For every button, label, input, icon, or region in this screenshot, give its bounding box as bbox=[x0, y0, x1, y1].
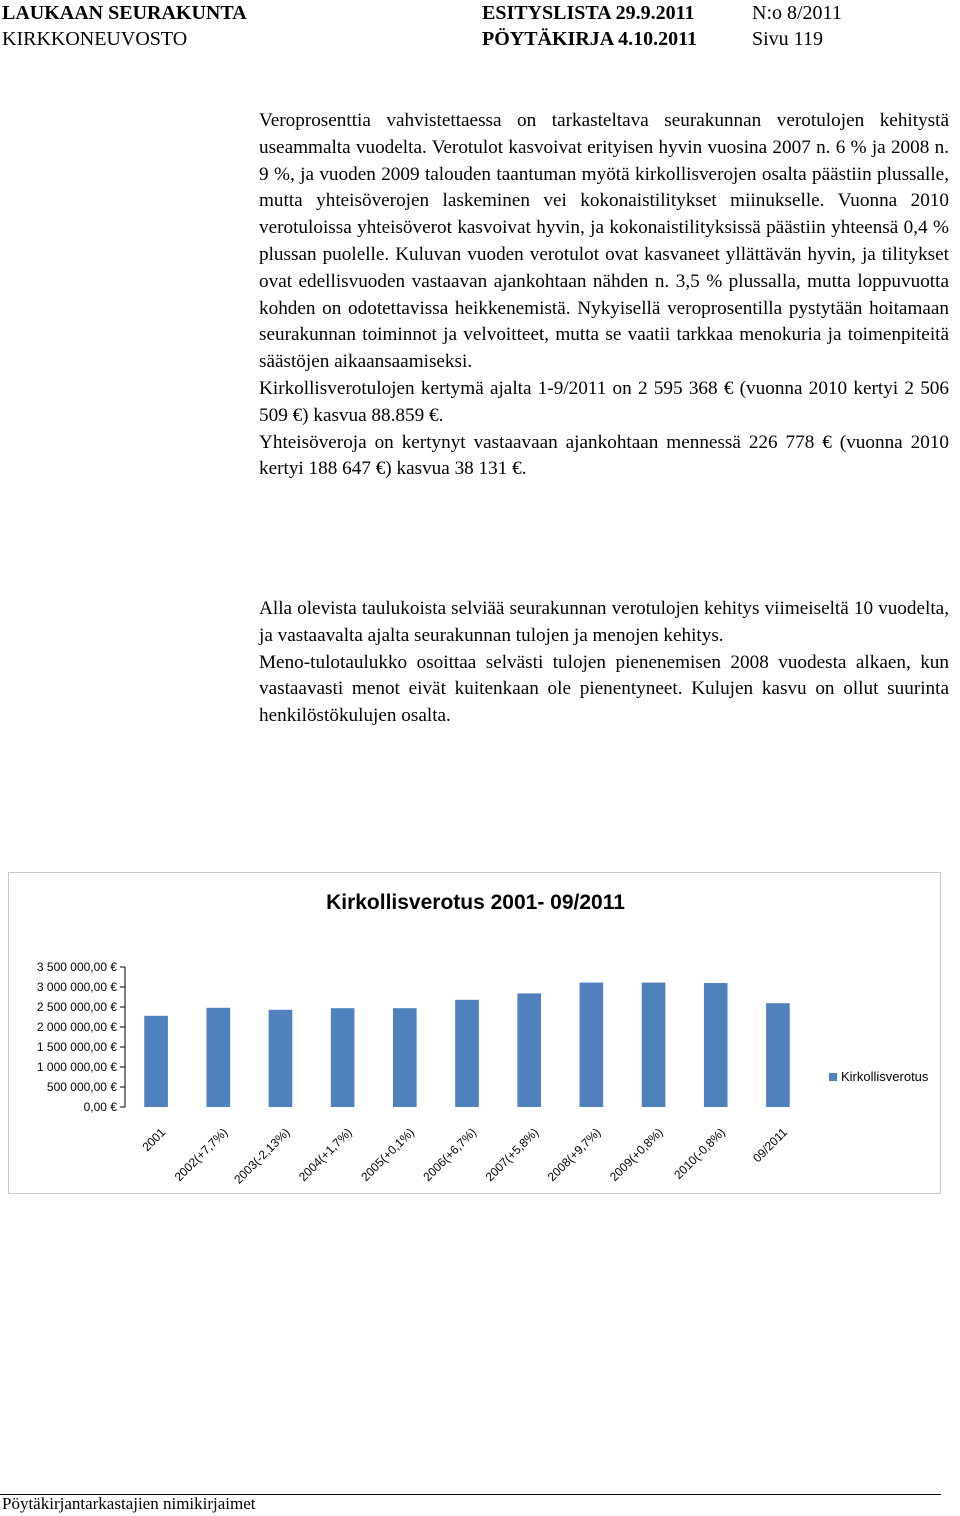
header-minutes: PÖYTÄKIRJA 4.10.2011 bbox=[482, 28, 698, 50]
x-tick-label: 2005(+0,1%) bbox=[358, 1125, 417, 1184]
x-tick-label: 2003(-2,13%) bbox=[231, 1125, 293, 1187]
y-tick-label: 500 000,00 € bbox=[46, 1080, 117, 1094]
footer-initials-label: Pöytäkirjantarkastajien nimikirjaimet bbox=[2, 1494, 256, 1513]
bar-2009(+0,8%) bbox=[642, 983, 666, 1107]
x-axis-labels bbox=[139, 1125, 790, 1187]
x-tick-label: 2009(+0,8%) bbox=[606, 1125, 666, 1184]
y-axis bbox=[37, 960, 125, 1114]
chart-frame bbox=[8, 872, 941, 1194]
x-tick-label: 2004(+1,7%) bbox=[296, 1125, 355, 1184]
x-tick-label: 2008(+9,7%) bbox=[544, 1125, 604, 1184]
x-tick-label: 2006(+6,7%) bbox=[420, 1125, 480, 1184]
bar-2002(+7,7%) bbox=[206, 1008, 230, 1107]
chart-title: Kirkollisverotus 2001- 09/2011 bbox=[326, 891, 625, 914]
bar-09/2011 bbox=[766, 1003, 790, 1107]
bar-2006(+6,7%) bbox=[455, 1000, 479, 1107]
bar-2004(+1,7%) bbox=[331, 1008, 355, 1107]
paragraph-church-tax-accrual: Kirkollisverotulojen kertymä ajalta 1-9/2011 on 2 595 368 € (vuonna 2010 kertyi 2 506 509 €) kasvua 88.859 €. bbox=[259, 377, 949, 426]
bar-2008(+9,7%) bbox=[580, 983, 604, 1107]
bar-2010(-0,8%) bbox=[704, 983, 728, 1107]
body-text-block-1 bbox=[259, 108, 949, 483]
paragraph-income-expense: Meno-tulotaulukko osoittaa selvästi tulojen pienenemisen 2008 vuodesta alkaen, kun vastaavasti menot eivät kuitenkaan ole pienentyneet. Kulujen kasvu on ollut suurinta henkilöstökulujen osalta. bbox=[259, 651, 949, 727]
body-text-block-2 bbox=[259, 596, 949, 730]
x-tick-label: 2010(-0,8%) bbox=[671, 1125, 728, 1182]
y-tick-label: 3 500 000,00 € bbox=[36, 960, 117, 974]
y-tick-label: 3 000 000,00 € bbox=[36, 980, 117, 994]
bars bbox=[144, 983, 789, 1107]
bar-chart bbox=[9, 873, 942, 1195]
y-tick-label: 2 500 000,00 € bbox=[36, 1000, 117, 1014]
header-page: Sivu 119 bbox=[752, 28, 823, 50]
legend-swatch bbox=[829, 1073, 837, 1081]
y-tick-label: 1 500 000,00 € bbox=[36, 1040, 117, 1054]
header-number: N:o 8/2011 bbox=[752, 2, 842, 24]
bar-2007(+5,8%) bbox=[517, 993, 541, 1107]
bar-2005(+0,1%) bbox=[393, 1008, 417, 1107]
bar-2003(-2,13%) bbox=[269, 1010, 293, 1107]
x-tick-label: 2007(+5,8%) bbox=[482, 1125, 542, 1184]
x-tick-label: 09/2011 bbox=[750, 1125, 791, 1166]
x-tick-label: 2001 bbox=[139, 1125, 169, 1155]
legend-label: Kirkollisverotus bbox=[841, 1069, 929, 1084]
header-agenda: ESITYSLISTA 29.9.2011 bbox=[482, 2, 695, 24]
header-org: LAUKAAN SEURAKUNTA bbox=[2, 2, 247, 24]
paragraph-tax-development: Veroprosenttia vahvistettaessa on tarkasteltava seurakunnan verotulojen kehitystä useammalta vuodelta. Verotulot kasvoivat erityisen hyvin vuosina 2007 n. 6 % ja 2008 n. 9 %, ja vuoden 2009 talouden taantuman myötä kirkollisverojen osalta päästiin plussalle, mutta yhteisöverojen laskeminen vei kokonaistilitykset miinukselle. Vuonna 2010 verotuloissa yhteisöverot kasvoivat hyvin, ja kokonaistilityksissä päästiin yhteensä 0,4 % plussan puolelle. Kuluvan vuoden verotulot ovat kasvaneet yllättävän hyvin, ja tilitykset ovat edellisvuoden vastaavan ajankohtaan nähden n. 3,5 % plussalla, mutta loppuvuotta kohden on odotettavissa heikkenemistä. Nykyisellä veroprosentilla pystytään hoitamaan seurakunnan toiminnot ja velvoitteet, mutta se vaatii tarkkaa menokuria ja toimenpiteitä säästöjen aikaansaamiseksi. bbox=[259, 110, 949, 373]
x-tick-label: 2002(+7,7%) bbox=[171, 1125, 231, 1184]
header-council: KIRKKONEUVOSTO bbox=[2, 28, 188, 50]
y-tick-label: 0,00 € bbox=[83, 1100, 117, 1114]
paragraph-tables-intro: Alla olevista taulukoista selviää seurakunnan verotulojen kehitys viimeiseltä 10 vuodelta, ja vastaavalta ajalta seurakunnan tulojen ja menojen kehitys. bbox=[259, 598, 949, 646]
bar-2001 bbox=[144, 1016, 168, 1107]
paragraph-corporate-tax-accrual: Yhteisöveroja on kertynyt vastaavaan ajankohtaan mennessä 226 778 € (vuonna 2010 kertyi 188 647 €) kasvua 38 131 €. bbox=[259, 431, 949, 480]
y-tick-label: 1 000 000,00 € bbox=[36, 1060, 117, 1074]
y-tick-label: 2 000 000,00 € bbox=[36, 1020, 117, 1034]
